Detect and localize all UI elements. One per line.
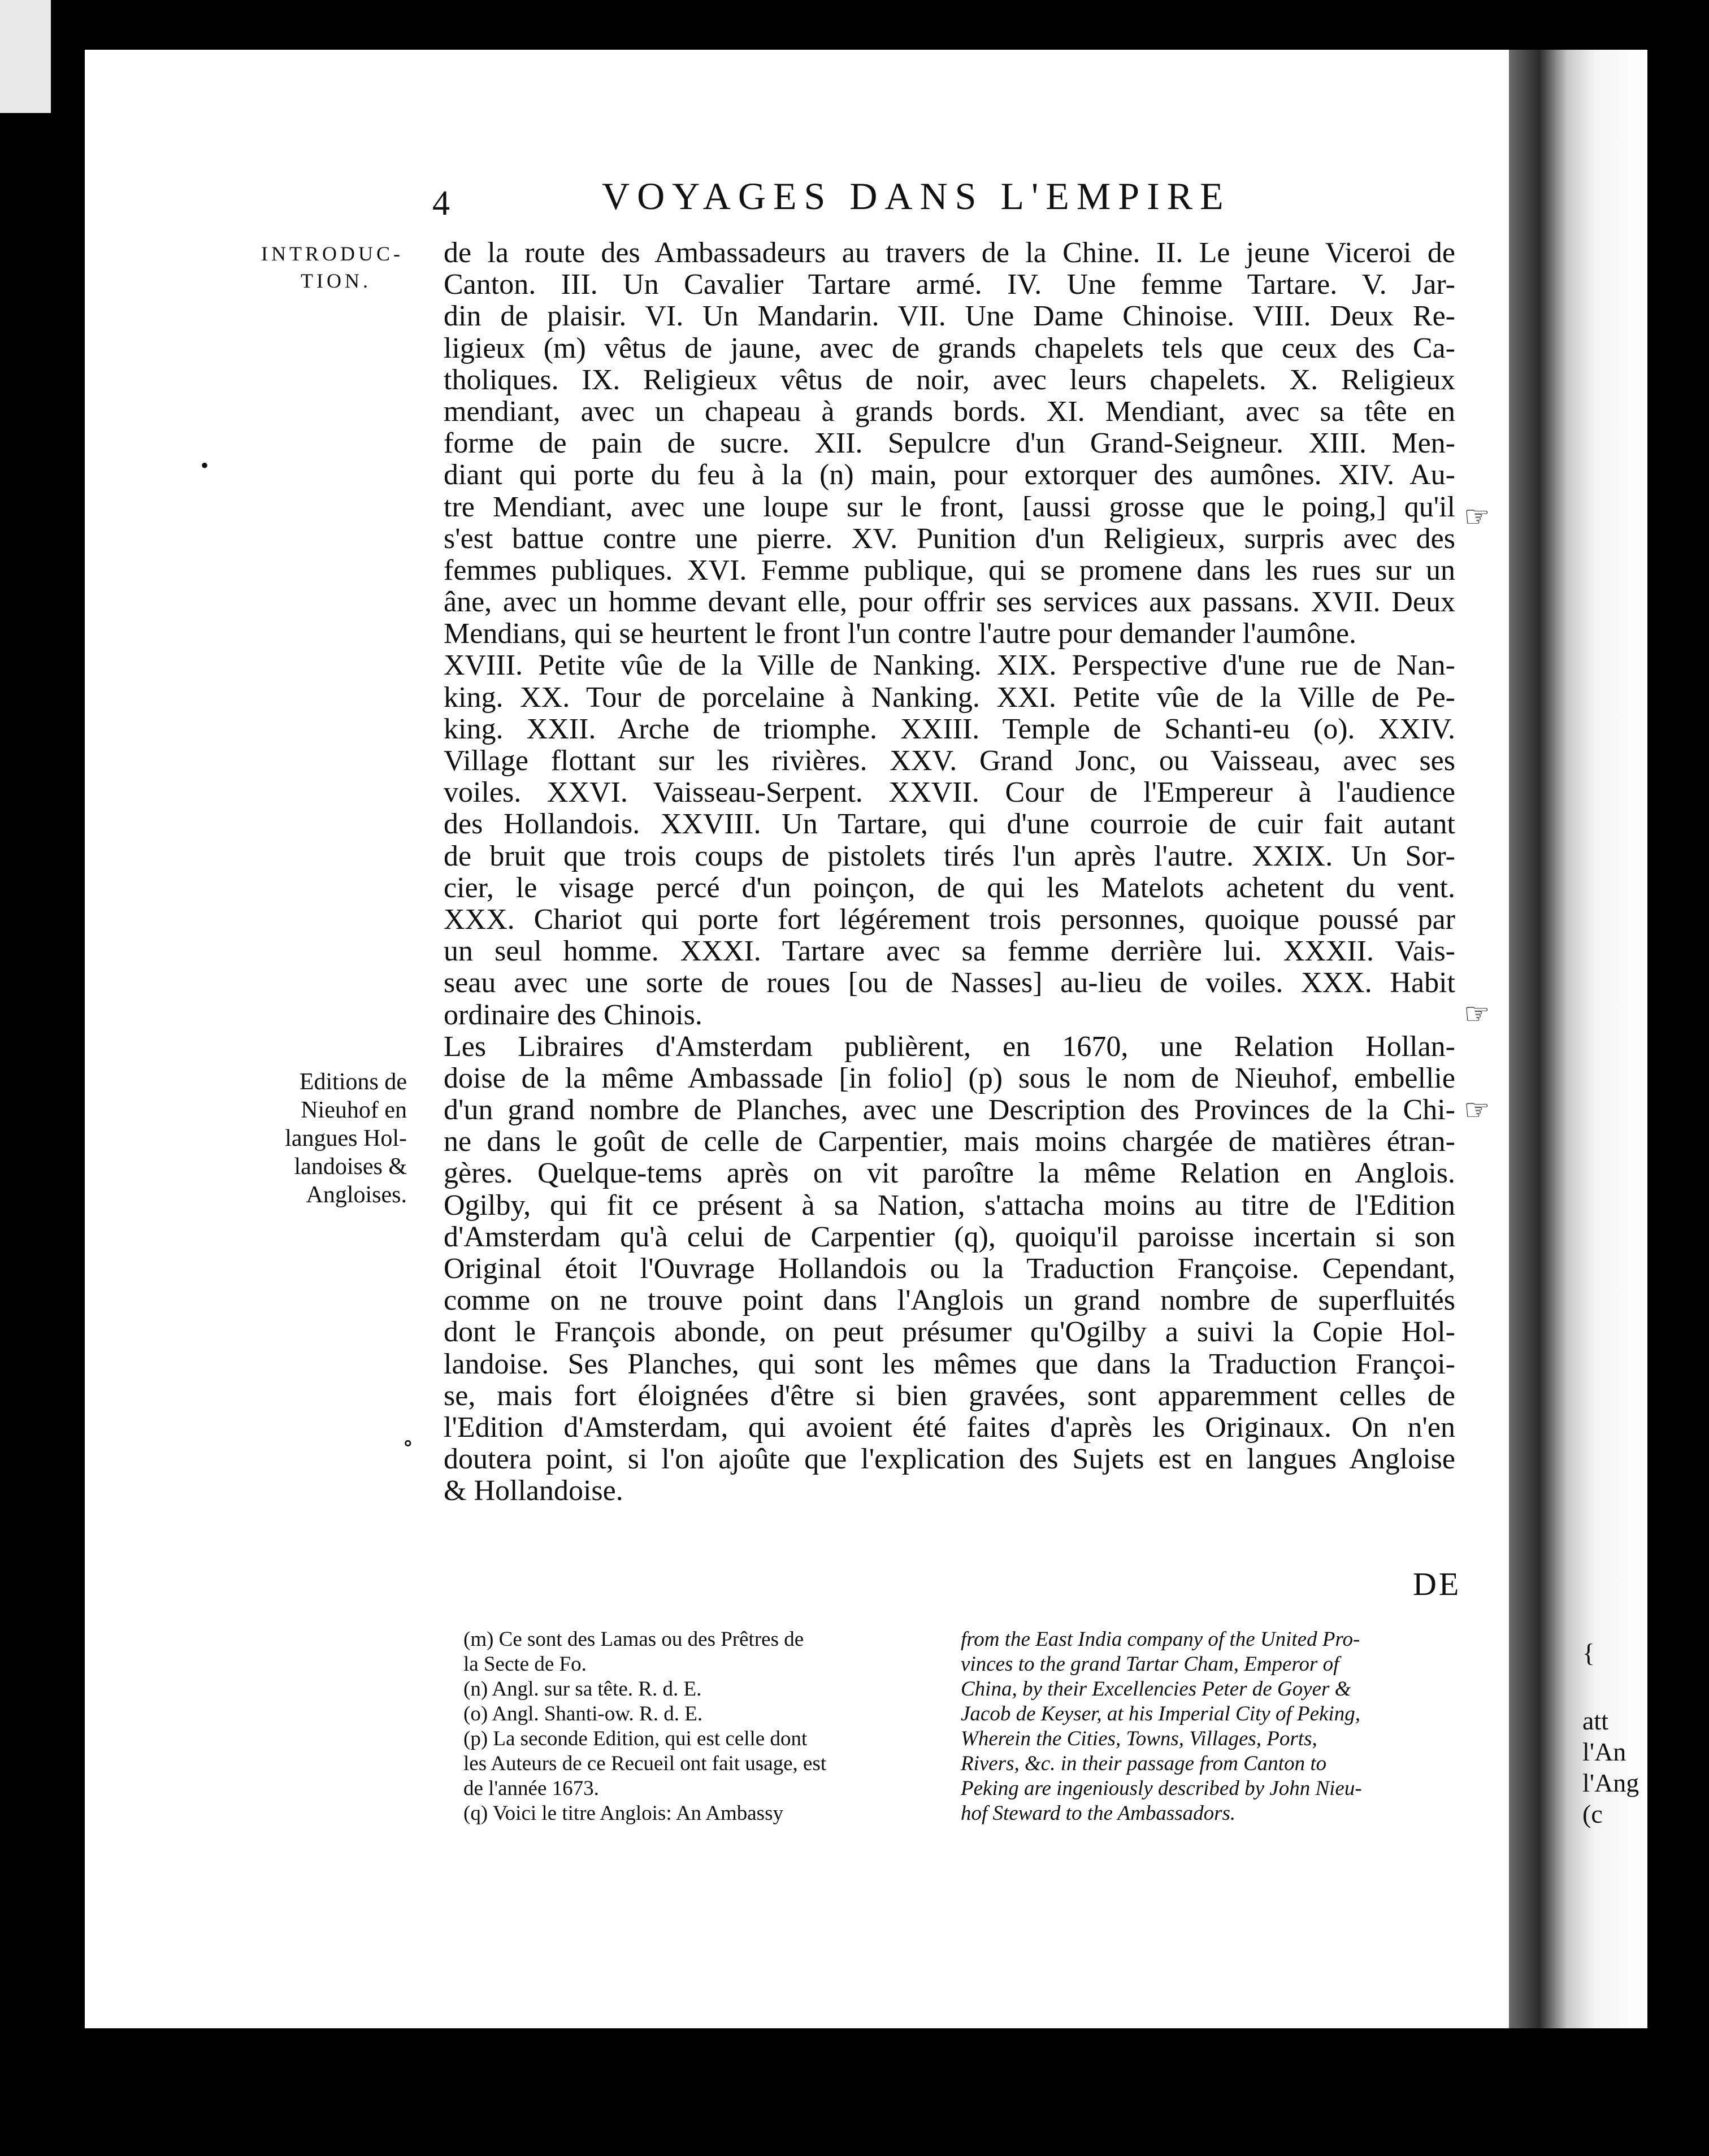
text-line: from the East India company of the United Pro- — [961, 1628, 1360, 1651]
text-line: femmes publiques. XVI. Femme publique, qui se promene dans les rues sur un — [444, 554, 1455, 586]
text-line: China, by their Excellencies Peter de Goyer & — [961, 1677, 1351, 1701]
text-line: (q) Voici le titre Anglois: An Ambassy — [463, 1802, 783, 1825]
text-line: de l'année 1673. — [463, 1777, 599, 1800]
footnotes-left-column — [463, 1627, 938, 1826]
pointing-hand-icon: ☞ — [1464, 1094, 1490, 1127]
text-line: cier, le visage percé d'un poinçon, de qui les Matelots achetent du vent. — [444, 871, 1455, 904]
book-gutter — [1509, 50, 1647, 2028]
pointing-hand-icon: ☞ — [1464, 501, 1490, 533]
facing-page-fragment: { — [1582, 1638, 1595, 1667]
page-number: 4 — [432, 184, 450, 223]
text-line: mendiant, avec un chapeau à grands bords. XI. Mendiant, avec sa tête en — [444, 395, 1455, 428]
text-line: & Hollandoise. — [444, 1475, 623, 1507]
text-line: Wherein the Cities, Towns, Villages, Ports, — [961, 1727, 1317, 1750]
text-line: tre Mendiant, avec une loupe sur le front, [aussi grosse que le poing,] qu'il — [444, 490, 1455, 523]
side-note-editions — [268, 1068, 407, 1209]
text-line: Village flottant sur les rivières. XXV. Grand Jonc, ou Vaisseau, avec ses — [444, 745, 1455, 777]
text-line: l'Edition d'Amsterdam, qui avoient été faites d'après les Originaux. On n'en — [444, 1411, 1455, 1444]
scan-border-left — [0, 0, 85, 2156]
text-line: Les Libraires d'Amsterdam publièrent, en 1670, une Relation Hollan- — [444, 1030, 1455, 1063]
text-line: diant qui porte du feu à la (n) main, pour extorquer des aumônes. XIV. Au- — [444, 459, 1455, 492]
text-line: (o) Angl. Shanti-ow. R. d. E. — [463, 1702, 703, 1725]
text-line: de bruit que trois coups de pistolets tirés l'un après l'autre. XXIX. Un Sor- — [444, 840, 1455, 872]
text-line: (p) La seconde Edition, qui est celle dont — [463, 1727, 808, 1750]
side-note-line: Editions de — [299, 1069, 407, 1095]
text-line: Canton. III. Un Cavalier Tartare armé. IV. Une femme Tartare. V. Jar- — [444, 268, 1455, 301]
side-note-line: TION. — [301, 270, 371, 292]
facing-page-fragment: l'An — [1582, 1737, 1626, 1766]
running-title: VOYAGES DANS L'EMPIRE — [602, 175, 1231, 218]
text-line: hof Steward to the Ambassadors. — [961, 1802, 1236, 1825]
facing-page-fragment: (c — [1582, 1799, 1603, 1828]
text-line: gères. Quelque-tems après on vit paroître la même Relation en Anglois. — [444, 1157, 1455, 1190]
scan-border-top — [0, 0, 1709, 50]
text-line: âne, avec un homme devant elle, pour offrir ses services aux passans. XVII. Deux — [444, 586, 1455, 619]
text-line: Ogilby, qui fit ce présent à sa Nation, s'attacha moins au titre de l'Edition — [444, 1189, 1455, 1222]
text-line: ordinaire des Chinois. — [444, 998, 702, 1031]
text-line: doise de la même Ambassade [in folio] (p) sous le nom de Nieuhof, embellie — [444, 1062, 1455, 1094]
side-note-line: Nieuhof en — [301, 1097, 407, 1123]
text-line: les Auteurs de ce Recueil ont fait usage, est — [463, 1752, 827, 1775]
text-line: Jacob de Keyser, at his Imperial City of Peking, — [961, 1702, 1360, 1725]
pointing-hand-icon: ☞ — [1464, 998, 1490, 1031]
text-line: Rivers, &c. in their passage from Canton to — [961, 1752, 1327, 1775]
text-line: se, mais fort éloignées d'être si bien gravées, sont apparemment celles de — [444, 1379, 1455, 1412]
text-line: ligieux (m) vêtus de jaune, avec de grands chapelets tels que ceux des Ca- — [444, 332, 1455, 364]
text-line: seau avec une sorte de roues [ou de Nasses] au-lieu de voiles. XXX. Habit — [444, 967, 1455, 999]
text-line: de la route des Ambassadeurs au travers de la Chine. II. Le jeune Viceroi de — [444, 237, 1455, 269]
text-line: ne dans le goût de celle de Carpentier, mais moins chargée de matières étran- — [444, 1125, 1455, 1158]
text-line: vinces to the grand Tartar Cham, Emperor of — [961, 1653, 1339, 1676]
text-line: doutera point, si l'on ajoûte que l'explication des Sujets est en langues Angloise — [444, 1443, 1455, 1476]
side-note-line: landoises & — [294, 1154, 407, 1180]
text-line: des Hollandois. XXVIII. Un Tartare, qui d'une courroie de cuir fait autant — [444, 808, 1455, 841]
text-line: s'est battue contre une pierre. XV. Punition d'un Religieux, surpris avec des — [444, 522, 1455, 555]
text-line: un seul homme. XXXI. Tartare avec sa femme derrière lui. XXXII. Vais- — [444, 935, 1455, 968]
text-line: king. XX. Tour de porcelaine à Nanking. XXI. Petite vûe de la Ville de Pe- — [444, 681, 1455, 714]
footnotes-right-column — [961, 1627, 1464, 1826]
side-note-line: INTRODUC- — [261, 242, 404, 265]
text-line: voiles. XXVI. Vaisseau-Serpent. XXVII. Cour de l'Empereur à l'audience — [444, 776, 1455, 809]
facing-page-fragment: att — [1582, 1706, 1608, 1735]
text-line: d'un grand nombre de Planches, avec une Description des Provinces de la Chi- — [444, 1094, 1455, 1127]
catchword: DE — [1413, 1566, 1461, 1602]
side-note-introduction — [261, 240, 404, 294]
text-line: la Secte de Fo. — [463, 1653, 587, 1676]
side-note-line: langues Hol- — [285, 1125, 407, 1151]
text-line: landoise. Ses Planches, qui sont les mêmes que dans la Traduction Françoi- — [444, 1348, 1455, 1380]
text-line: din de plaisir. VI. Un Mandarin. VII. Une Dame Chinoise. VIII. Deux Re- — [444, 300, 1455, 333]
facing-page-fragment: l'Ang — [1582, 1768, 1639, 1797]
text-line: XXX. Chariot qui porte fort légérement trois personnes, quoique poussé par — [444, 903, 1455, 936]
text-line: d'Amsterdam qu'à celui de Carpentier (q), quoiqu'il paroisse incertain si son — [444, 1220, 1455, 1253]
text-line: (n) Angl. sur sa tête. R. d. E. — [463, 1677, 702, 1701]
body-text — [444, 237, 1455, 1507]
text-line: XVIII. Petite vûe de la Ville de Nanking. XIX. Perspective d'une rue de Nan- — [444, 649, 1455, 682]
text-line: dont le François abonde, on peut présumer qu'Ogilby a suivi la Copie Hol- — [444, 1316, 1455, 1349]
text-line: Mendians, qui se heurtent le front l'un contre l'autre pour demander l'aumône. — [444, 618, 1357, 650]
torn-corner — [0, 0, 51, 113]
text-line: (m) Ce sont des Lamas ou des Prêtres de — [463, 1628, 804, 1651]
text-line: comme on ne trouve point dans l'Anglois un grand nombre de superfluités — [444, 1284, 1455, 1317]
text-line: Original étoit l'Ouvrage Hollandois ou la Traduction Françoise. Cependant, — [444, 1253, 1455, 1285]
ink-dot: • — [201, 453, 209, 478]
scan-border-bottom — [0, 2028, 1709, 2156]
text-line: king. XXII. Arche de triomphe. XXIII. Temple de Schanti-eu (o). XXIV. — [444, 712, 1455, 745]
text-line: tholiques. IX. Religieux vêtus de noir, avec leurs chapelets. X. Religieux — [444, 363, 1455, 396]
ink-dot: ∘ — [402, 1430, 414, 1455]
scan-border-right — [1647, 0, 1709, 2156]
text-line: forme de pain de sucre. XII. Sepulcre d'un Grand-Seigneur. XIII. Men- — [444, 427, 1455, 460]
side-note-line: Angloises. — [306, 1182, 407, 1208]
text-line: Peking are ingeniously described by John Nieu- — [961, 1777, 1362, 1800]
